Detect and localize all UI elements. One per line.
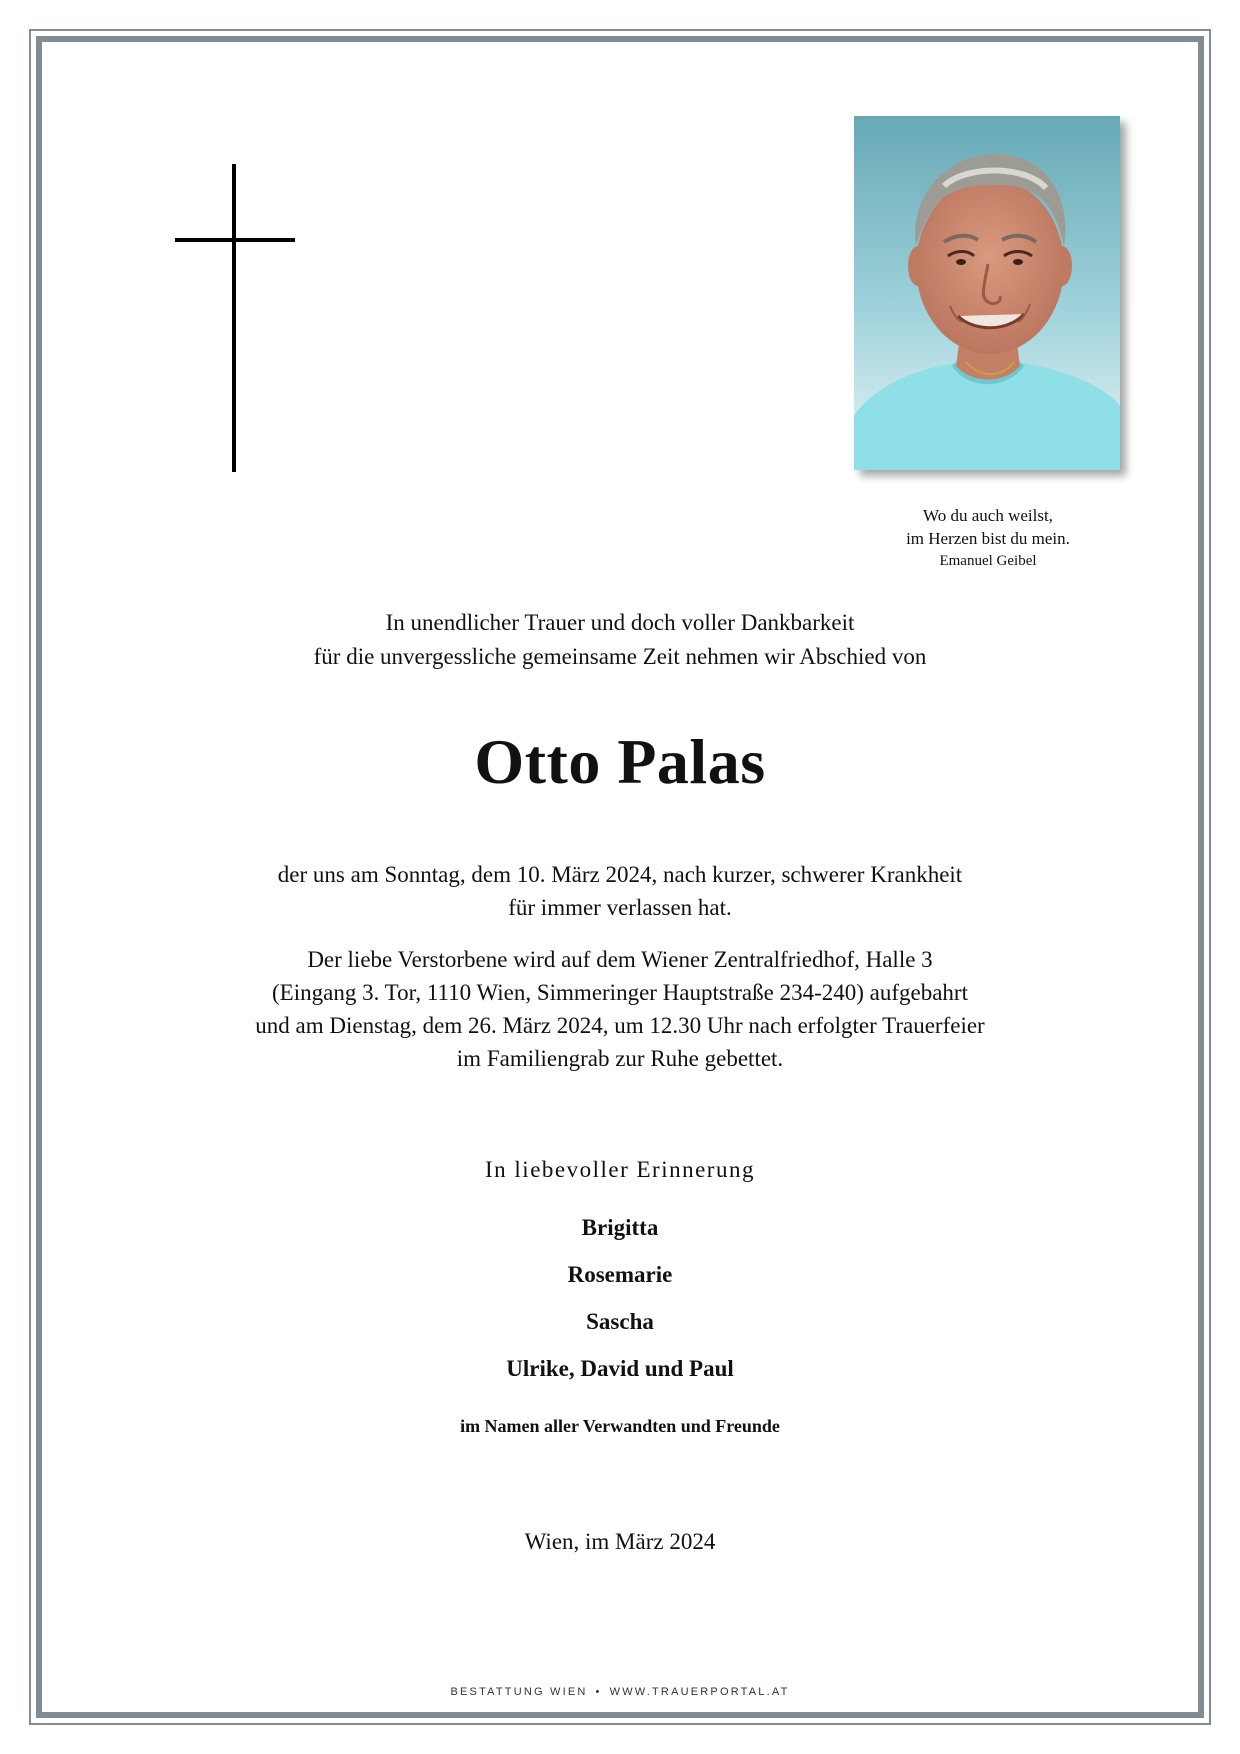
quote-line-2: im Herzen bist du mein. — [906, 529, 1070, 548]
intro-line-1: In unendlicher Trauer und doch voller Dankbarkeit — [385, 610, 855, 635]
death-notice-line-1: der uns am Sonntag, dem 10. März 2024, nach kurzer, schwerer Krankheit — [277, 862, 963, 887]
family-member: Sascha — [586, 1309, 654, 1334]
quote-line-1: Wo du auch weilst, — [923, 506, 1053, 525]
intro-text — [120, 606, 1120, 674]
footer — [120, 1686, 1120, 1698]
place-date: Wien, im März 2024 — [524, 1529, 716, 1554]
death-notice — [120, 858, 1120, 924]
intro-line-2: für die unvergessliche gemeinsame Zeit nehmen wir Abschied von — [313, 644, 927, 669]
portrait-photo — [854, 116, 1120, 470]
relatives-line: im Namen aller Verwandten und Freunde — [460, 1416, 780, 1436]
family-member: Brigitta — [581, 1215, 659, 1240]
quote-author: Emanuel Geibel — [939, 553, 1037, 569]
footer-website: WWW.TRAUERPORTAL.AT — [609, 1686, 790, 1698]
death-notice-line-2: für immer verlassen hat. — [508, 895, 732, 920]
family-member: Rosemarie — [567, 1262, 673, 1287]
funeral-notice-line-4: im Familiengrab zur Ruhe gebettet. — [456, 1046, 784, 1071]
memorial-quote — [850, 504, 1126, 573]
family-list — [120, 1213, 1120, 1401]
funeral-notice-line-2: (Eingang 3. Tor, 1110 Wien, Simmeringer Hauptstraße 234-240) aufgebahrt — [272, 980, 968, 1005]
deceased-name: Otto Palas — [474, 726, 766, 797]
funeral-notice-line-3: und am Dienstag, dem 26. März 2024, um 12.30 Uhr nach erfolgter Trauerfeier — [255, 1013, 985, 1038]
cross-icon — [175, 164, 295, 474]
funeral-notice-line-1: Der liebe Verstorbene wird auf dem Wiener Zentralfriedhof, Halle 3 — [307, 947, 933, 972]
footer-company: BESTATTUNG WIEN — [450, 1686, 588, 1698]
family-member: Ulrike, David und Paul — [506, 1356, 734, 1381]
footer-separator: • — [595, 1686, 602, 1698]
funeral-notice — [120, 943, 1120, 1075]
remembrance-heading: In liebevoller Erinnerung — [485, 1157, 755, 1182]
